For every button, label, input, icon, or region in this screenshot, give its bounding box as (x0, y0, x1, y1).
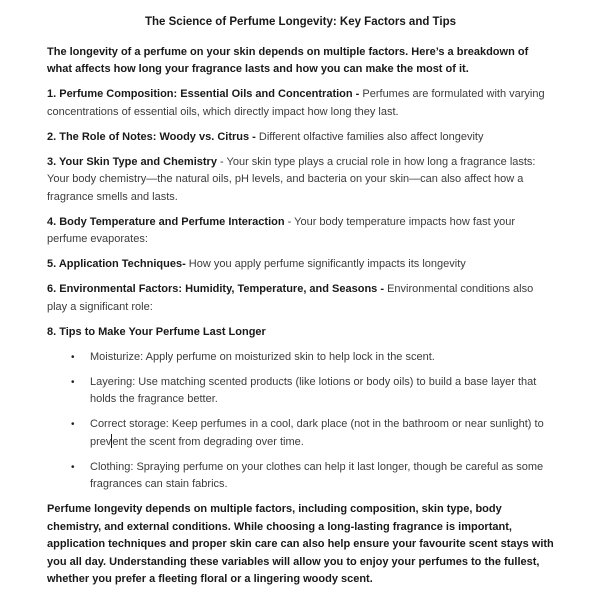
factor-3-text: - Your skin type plays a crucial role in how long a fragrance lasts: Your body chemistry—the natural oils, pH levels, and bacteria on your skin—can also affect how a fragrance smells and lasts. (47, 155, 536, 203)
factor-4-text: - Your body temperature impacts how fast your perfume evaporates: (47, 215, 516, 245)
intro-paragraph[interactable]: The longevity of a perfume on your skin depends on multiple factors. Here’s a breakdown of what affects how long your fragrance lasts and how you can make the most of it. (47, 45, 529, 75)
factor-5-text: How you apply perfume significantly impacts its longevity (185, 258, 466, 270)
factor-1-label: 1. Perfume Composition: Essential Oils and Concentration - (47, 88, 363, 100)
tip-item-correct-storage[interactable] (47, 416, 554, 451)
tip-text-before-caret: Correct storage: Keep perfumes in a cool, dark place (not in the bathroom or near sunlight) to prev (90, 418, 544, 448)
factor-2-text: Different olfactive families also affect longevity (258, 130, 484, 143)
tips-heading[interactable]: 8. Tips to Make Your Perfume Last Longer (47, 325, 266, 338)
tip-text: Layering: Use matching scented products (like lotions or body oils) to build a base layer that holds the fragrance better. (90, 375, 537, 405)
tip-text: Moisturize: Apply perfume on moisturized skin to help lock in the scent. (90, 350, 435, 363)
factor-item-2[interactable] (47, 129, 554, 147)
tip-text (90, 416, 554, 451)
factor-1-text: Perfumes are formulated with varying concentrations of essential oils, which directly impact how long they last. (47, 88, 545, 118)
factor-6-label: 6. Environmental Factors: Humidity, Temperature, and Seasons - (47, 283, 388, 295)
tips-list (47, 349, 554, 494)
factor-5-label: 5. Application Techniques- (47, 258, 186, 270)
tip-item-moisturize[interactable] (47, 349, 554, 367)
tip-text: Clothing: Spraying perfume on your clothes can help it last longer, though be careful as some fragrances can stain fabrics. (90, 460, 544, 490)
document-title: The Science of Perfume Longevity: Key Factors and Tips (144, 16, 456, 28)
factor-item-1[interactable] (47, 86, 554, 121)
tip-item-clothing[interactable] (47, 459, 554, 494)
conclusion-paragraph[interactable]: Perfume longevity depends on multiple factors, including composition, skin type, body chemistry, and external conditions. While choosing a long-lasting fragrance is important, application techniques and proper skin care can also help ensure your favourite scent stays with you all day. Understanding these variables will allow you to enjoy your perfumes to the fullest, whether you prefer a fleeting floral or a lingering woody scent. (47, 503, 554, 585)
tip-item-layering[interactable] (47, 374, 554, 409)
factor-item-4[interactable] (47, 214, 554, 249)
factor-3-label: 3. Your Skin Type and Chemistry (47, 155, 217, 168)
factor-item-5[interactable] (47, 256, 554, 274)
factor-2-label: 2. The Role of Notes: Woody vs. Citrus - (47, 130, 259, 143)
bullet-icon: • (71, 461, 75, 473)
factor-6-text: Environmental conditions also play a significant role: (47, 283, 534, 313)
bullet-icon: • (71, 376, 75, 388)
bullet-icon: • (71, 351, 75, 363)
factor-4-label: 4. Body Temperature and Perfume Interaction (47, 215, 285, 228)
factor-item-6[interactable] (47, 281, 554, 316)
bullet-icon: • (71, 419, 75, 430)
tip-text-after-caret: ent the scent from degrading over time. (112, 435, 304, 448)
factor-item-3[interactable] (47, 154, 554, 207)
